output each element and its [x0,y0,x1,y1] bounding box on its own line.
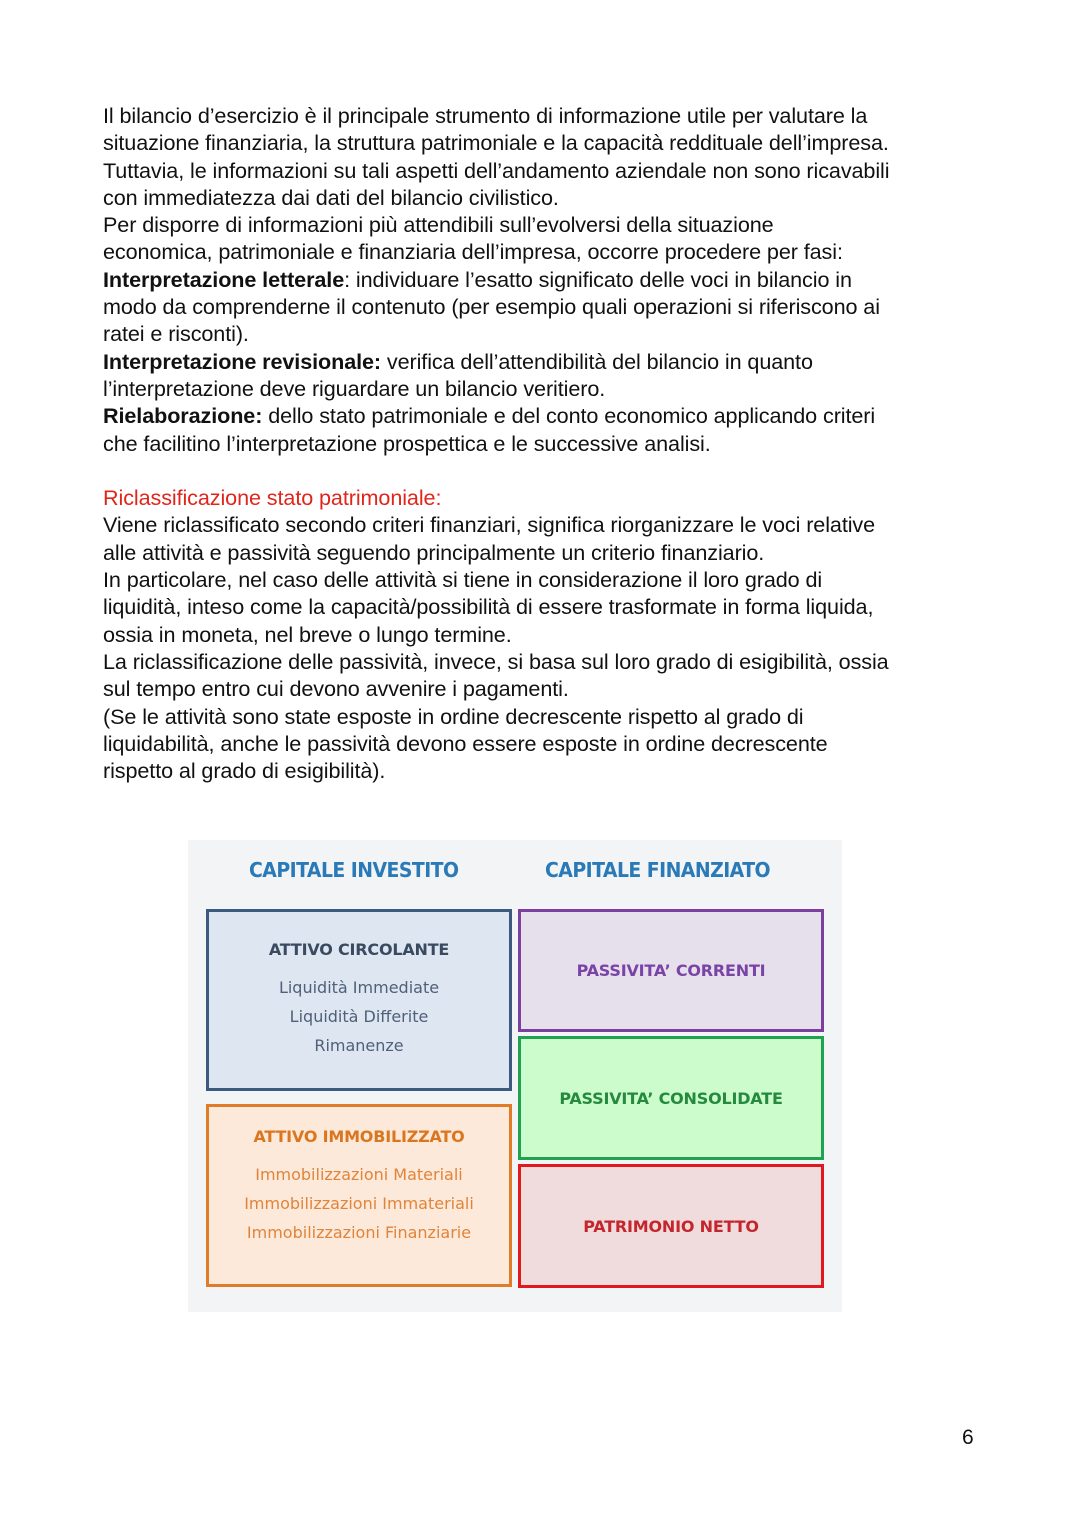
box-item: Liquidità Immediate [278,978,440,997]
phase-line: ratei e risconti). [103,321,249,347]
box-item: Immobilizzazioni Finanziarie [246,1223,472,1242]
box-title: PASSIVITA’ CORRENTI [576,961,766,980]
document-body [103,102,1003,784]
box-item: Rimanenze [314,1036,404,1055]
intro-line: Il bilancio d’esercizio è il principale strumento di informazione utile per valutare la [103,103,868,128]
phase-text: dello stato patrimoniale e del conto economico applicando criteri [262,403,876,429]
box-title: ATTIVO CIRCOLANTE [268,940,450,959]
section-line: La riclassificazione delle passività, invece, si basa sul loro grado di esigibilità, ossia [103,648,889,674]
section-line: alle attività e passività seguendo principalmente un criterio finanziario. [103,539,765,565]
phase-text: verifica dell’attendibilità del bilancio in quanto [381,348,813,374]
box-title: PASSIVITA’ CONSOLIDATE [559,1088,783,1108]
box-item: Liquidità Differite [289,1007,429,1026]
phase-term-suffix: : [344,266,351,292]
box-item: Immobilizzazioni Materiali [255,1165,463,1184]
section-heading: Riclassificazione stato patrimoniale: [103,485,442,511]
section-line: liquidità, inteso come la capacità/possibilità di essere trasformate in forma liquida, [103,594,874,620]
box-items [244,1160,474,1247]
phase-term: Interpretazione letterale [103,266,345,292]
phase-term: Interpretazione revisionale: [103,348,382,374]
header-capitale-finanziato: CAPITALE FINANZIATO [545,858,771,882]
section-line: In particolare, nel caso delle attività si tiene in considerazione il loro grado di [103,567,823,593]
intro-line: situazione finanziaria, la struttura patrimoniale e la capacità reddituale dell’impresa. [103,130,889,156]
section-line: ossia in moneta, nel breve o lungo termine. [103,621,512,647]
intro-line: Tuttavia, le informazioni su tali aspetti dell’andamento aziendale non sono ricavabili [103,157,890,183]
box-passivita-correnti [518,909,824,1032]
intro-line: economica, patrimoniale e finanziaria dell’impresa, occorre procedere per fasi: [103,239,843,265]
phase-term: Rielaborazione: [103,403,263,429]
phase-line: l’interpretazione deve riguardare un bilancio veritiero. [103,375,606,401]
phase-text: individuare l’esatto significato delle voci in bilancio in [350,266,852,292]
page-number: 6 [962,1426,974,1449]
phase-revisional [103,348,1003,375]
box-attivo-immobilizzato [206,1104,512,1287]
box-title: ATTIVO IMMOBILIZZATO [253,1127,465,1146]
box-patrimonio-netto [518,1164,824,1288]
box-item: Immobilizzazioni Immateriali [244,1194,474,1213]
phase-literal [103,266,1003,293]
section-line: sul tempo entro cui devono avvenire i pagamenti. [103,676,569,702]
box-title: PATRIMONIO NETTO [583,1216,759,1236]
box-attivo-circolante [206,909,512,1091]
section-line: rispetto al grado di esigibilità). [103,758,386,784]
header-capitale-investito: CAPITALE INVESTITO [249,858,459,882]
section-line: liquidabilità, anche le passività devono essere esposte in ordine decrescente [103,730,828,756]
phase-line: che facilitino l’interpretazione prospettica e le successive analisi. [103,430,711,456]
intro-line: con immediatezza dai dati del bilancio civilistico. [103,184,559,210]
balance-sheet-diagram [188,840,842,1312]
phase-line: modo da comprenderne il contenuto (per esempio quali operazioni si riferiscono ai [103,294,880,320]
section-line: Viene riclassificato secondo criteri finanziari, significa riorganizzare le voci relative [103,512,876,538]
box-items [279,973,439,1060]
intro-line: Per disporre di informazioni più attendibili sull’evolversi della situazione [103,212,774,238]
box-passivita-consolidate [518,1036,824,1160]
paragraph-spacer [103,457,1003,484]
phase-rework [103,402,1003,429]
section-line: (Se le attività sono state esposte in ordine decrescente rispetto al grado di [103,703,804,729]
